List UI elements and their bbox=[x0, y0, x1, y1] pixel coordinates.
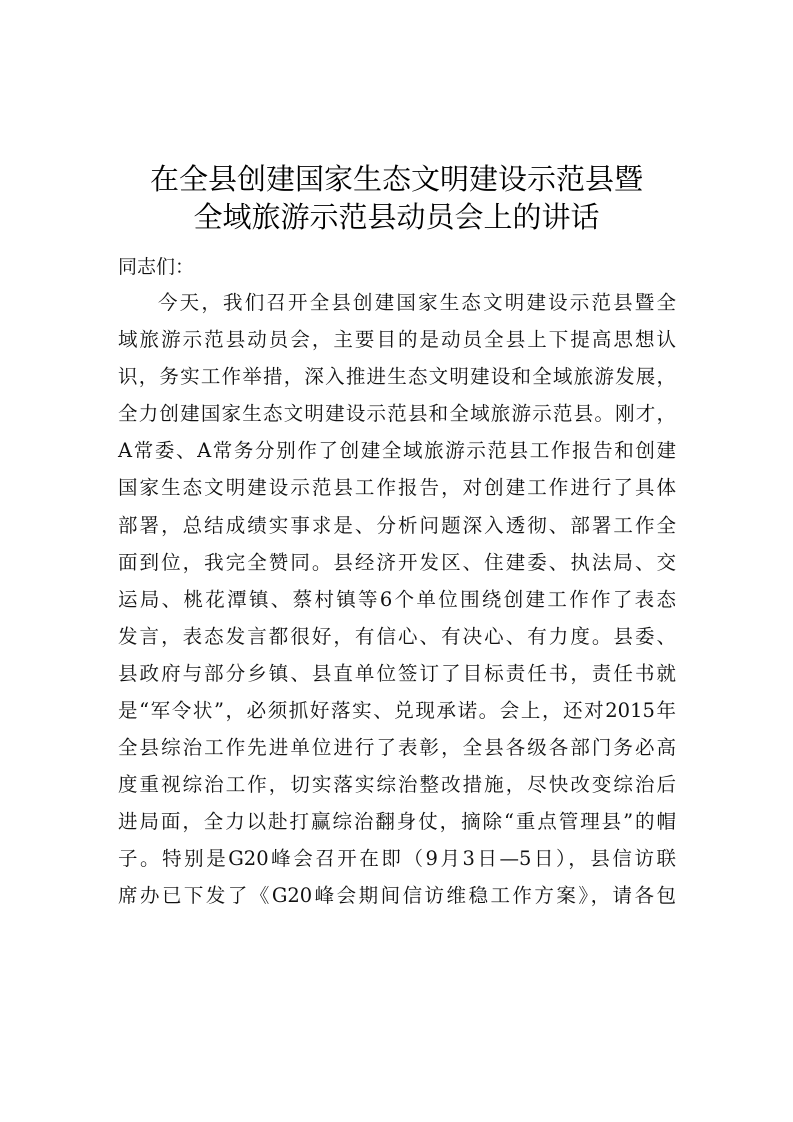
paragraph-line: 识，务实工作举措，深入推进生态文明建设和全域旅游发展， bbox=[118, 365, 676, 388]
paragraph-line: 是“军令状”，必须抓好落实、兑现承诺。会上，还对2015年 bbox=[118, 699, 676, 722]
paragraph-line: 发言，表态发言都很好，有信心、有决心、有力度。县委、 bbox=[118, 625, 676, 648]
paragraph-line: 度重视综治工作，切实落实综治整改措施，尽快改变综治后 bbox=[118, 773, 676, 796]
paragraph-line: 今天，我们召开全县创建国家生态文明建设示范县暨全 bbox=[158, 291, 676, 314]
paragraph-line: 部署，总结成绩实事求是、分析问题深入透彻、部署工作全 bbox=[118, 514, 676, 537]
paragraph-line: 席办已下发了《G20峰会期间信访维稳工作方案》，请各包 bbox=[118, 884, 676, 907]
paragraph-line: 全力创建国家生态文明建设示范县和全域旅游示范县。刚才， bbox=[118, 402, 676, 425]
paragraph-line: 域旅游示范县动员会，主要目的是动员全县上下提高思想认 bbox=[118, 328, 676, 351]
paragraph-line: 子。特别是G20峰会召开在即（9月3日—5日），县信访联 bbox=[118, 847, 676, 870]
paragraph-line: A常委、A常务分别作了创建全域旅游示范县工作报告和创建 bbox=[118, 439, 676, 462]
paragraph-line: 县政府与部分乡镇、县直单位签订了目标责任书，责任书就 bbox=[118, 662, 676, 685]
paragraph-line: 面到位，我完全赞同。县经济开发区、住建委、执法局、交 bbox=[118, 551, 676, 574]
paragraph-line: 运局、桃花潭镇、蔡村镇等6个单位围绕创建工作作了表态 bbox=[118, 588, 676, 611]
document-title-line-1: 在全县创建国家生态文明建设示范县暨 bbox=[149, 162, 643, 196]
paragraph-line: 进局面，全力以赴打赢综治翻身仗，摘除“重点管理县”的帽 bbox=[118, 810, 676, 833]
paragraph-line: 全县综治工作先进单位进行了表彰，全县各级各部门务必高 bbox=[118, 736, 676, 759]
document-title-line-2: 全域旅游示范县动员会上的讲话 bbox=[193, 200, 600, 234]
paragraph-line: 国家生态文明建设示范县工作报告，对创建工作进行了具体 bbox=[118, 476, 676, 499]
salutation: 同志们： bbox=[118, 256, 195, 278]
